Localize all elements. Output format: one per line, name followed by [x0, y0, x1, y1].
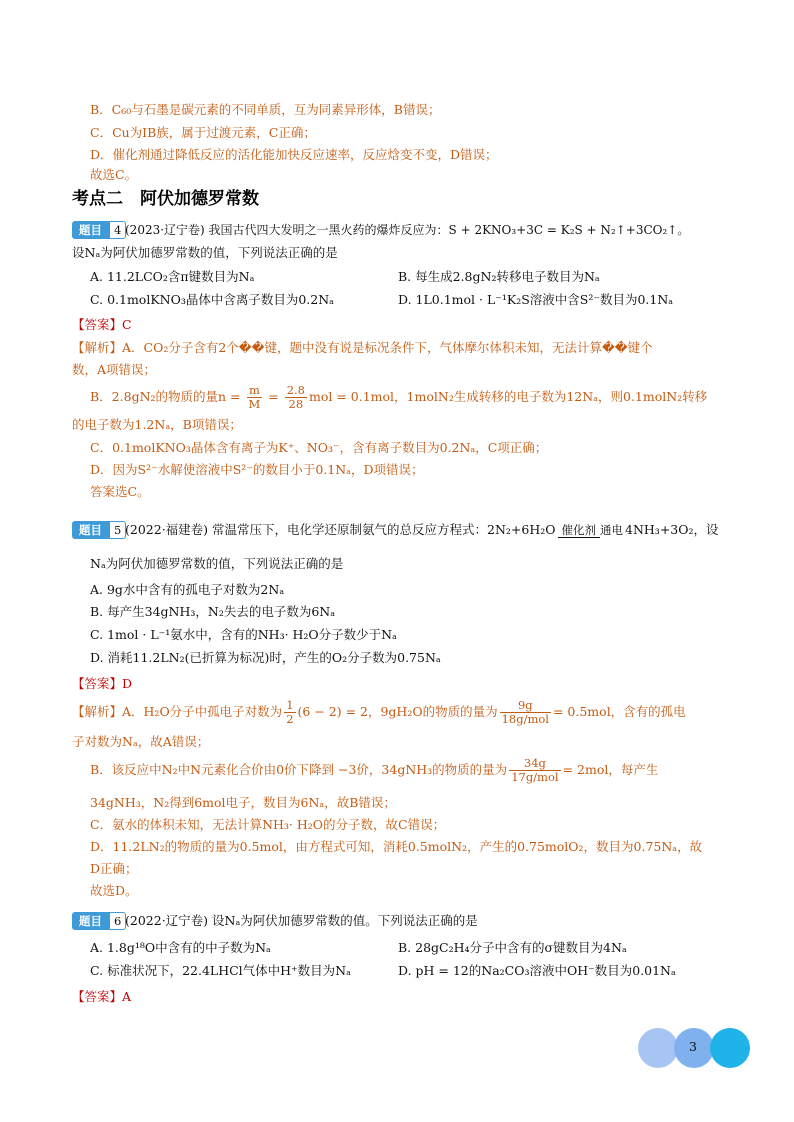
- q4-analysis-c: C．0.1molKNO₃晶体含有离子为K⁺、NO₃⁻，含有离子数目为0.2Nₐ，C项正确；: [90, 440, 548, 455]
- q6-answer: 【答案】A: [72, 989, 132, 1004]
- q5-analysis-b-line2: 34gNH₃，N₂得到6mol电子，数目为6Nₐ，故B错误；: [90, 795, 396, 810]
- decorative-circle-right: [710, 1028, 750, 1068]
- fraction-1-over-2: $\frac{1}{2}$: [286, 698, 294, 726]
- q4-analysis-b-line1: B．2.8gN₂的物质的量n = $\frac{m}{M}$ = $\frac{2.8}{28}$ mol = 0.1mol，1molN₂生成转移的电子数为12Nₐ，则0.1molN₂转移: [90, 383, 708, 411]
- q4-option-b: B. 每生成2.8gN₂转移电子数目为Nₐ: [398, 269, 600, 284]
- question-number: 5: [109, 521, 126, 539]
- question-number: 4: [109, 221, 126, 239]
- prev-option-b: B．C₆₀与石墨是碳元素的不同单质，互为同素异形体，B错误；: [90, 102, 441, 117]
- q5-option-b: B. 每产生34gNH₃，N₂失去的电子数为6Nₐ: [90, 604, 336, 619]
- question-tag: 题目: [72, 912, 109, 930]
- q6-stem: (2022·辽宁卷) 设Nₐ为阿伏加德罗常数的值。下列说法正确的是: [125, 913, 478, 928]
- q4-final: 答案选C。: [90, 484, 150, 499]
- q5-analysis-a-line1: 【解析】A．H₂O分子中孤电子对数为 $\frac{1}{2}$ (6 − 2) = 2，9gH₂O的物质的量为 $\frac{9g}{\text{18g/mol}}$ = 0.5mol，含有的孤电: [72, 698, 686, 726]
- q5-option-d: D. 消耗11.2LN₂(已折算为标况)时，产生的O₂分子数为0.75Nₐ: [90, 650, 441, 665]
- q5-option-c: C. 1mol · L⁻¹氨水中，含有的NH₃· H₂O分子数少于Nₐ: [90, 627, 397, 642]
- q4-option-d: D. 1L0.1mol · L⁻¹K₂S溶液中含S²⁻数目为0.1Nₐ: [398, 292, 674, 307]
- q5-analysis-a-line2: 子对数为Nₐ，故A错误；: [72, 734, 210, 749]
- question-badge-6: [72, 912, 126, 930]
- q4-analysis-a-line2: 数，A项错误；: [72, 362, 157, 377]
- question-tag: 题目: [72, 521, 109, 539]
- section-title: 考点二 阿伏加德罗常数: [72, 189, 259, 209]
- question-number: 6: [109, 912, 126, 930]
- prev-option-c: C．Cu为ⅠB族，属于过渡元素，C正确；: [90, 125, 316, 140]
- decorative-circle-left: [638, 1028, 678, 1068]
- fraction-34g-over-17: $\frac{34g}{\text{17g/mol}}$: [511, 756, 559, 784]
- question-badge-5: [72, 521, 126, 539]
- q5-answer: 【答案】D: [72, 676, 133, 691]
- q4-analysis-a-line1: 【解析】A．CO₂分子含有2个��键，题中没有说是标况条件下，气体摩尔体积未知，无法计算��键个: [72, 340, 653, 355]
- q4-option-a: A. 11.2LCO₂含π键数目为Nₐ: [90, 269, 255, 284]
- question-tag: 题目: [72, 221, 109, 239]
- question-badge-4: [72, 221, 126, 239]
- reaction-condition: 催化剂 通电: [558, 524, 624, 537]
- prev-conclusion: 故选C。: [90, 167, 138, 182]
- q4-answer: 【答案】C: [72, 317, 132, 332]
- q5-analysis-b-line1: B．该反应中N₂中N元素化合价由0价下降到 −3价，34gNH₃的物质的量为 $\frac{34g}{\text{17g/mol}}$ = 2mol，每产生: [90, 756, 659, 784]
- q4-stem-line1: (2023·辽宁卷) 我国古代四大发明之一黑火药的爆炸反应为：S + 2KNO₃+3C = K₂S + N₂↑+3CO₂↑。: [125, 223, 690, 237]
- q4-stem-line2: 设Nₐ为阿伏加德罗常数的值，下列说法正确的是: [72, 245, 338, 260]
- q5-analysis-d-line2: D正确；: [90, 861, 138, 876]
- fraction-2.8-over-28: $\frac{2.8}{28}$: [286, 383, 305, 411]
- q5-stem-line1: (2022·福建卷) 常温常压下，电化学还原制氨气的总反应方程式：2N₂+6H₂O 催化剂 通电 4NH₃+3O₂，设: [125, 522, 719, 537]
- fraction-9g-over-18: $\frac{9g}{\text{18g/mol}}$: [501, 698, 549, 726]
- q5-stem-line2: Nₐ为阿伏加德罗常数的值，下列说法正确的是: [90, 556, 344, 571]
- q4-analysis-b-line2: 的电子数为1.2Nₐ，B项错误；: [72, 417, 242, 432]
- q6-option-a: A. 1.8g¹⁸O中含有的中子数为Nₐ: [90, 940, 271, 955]
- q4-option-c: C. 0.1molKNO₃晶体中含离子数目为0.2Nₐ: [90, 292, 334, 307]
- page-number: 3: [689, 1039, 697, 1054]
- q6-option-c: C. 标准状况下，22.4LHCl气体中H⁺数目为Nₐ: [90, 963, 351, 978]
- q5-final: 故选D。: [90, 883, 138, 898]
- q5-analysis-c: C．氨水的体积未知，无法计算NH₃· H₂O的分子数，故C错误；: [90, 817, 446, 832]
- q6-option-b: B. 28gC₂H₄分子中含有的σ键数目为4Nₐ: [398, 940, 627, 955]
- q5-analysis-d-line1: D．11.2LN₂的物质的量为0.5mol，由方程式可知，消耗0.5molN₂，产生的0.75molO₂，数目为0.75Nₐ，故: [90, 839, 703, 854]
- q5-option-a: A. 9g水中含有的孤电子对数为2Nₐ: [90, 582, 285, 597]
- fraction-m-over-M: $\frac{m}{M}$: [248, 383, 261, 411]
- q4-analysis-d: D．因为S²⁻水解使溶液中S²⁻的数目小于0.1Nₐ，D项错误；: [90, 462, 424, 477]
- prev-option-d: D．催化剂通过降低反应的活化能加快反应速率，反应焓变不变，D错误；: [90, 147, 498, 162]
- q6-option-d: D. pH = 12的Na₂CO₃溶液中OH⁻数目为0.01Nₐ: [398, 963, 676, 978]
